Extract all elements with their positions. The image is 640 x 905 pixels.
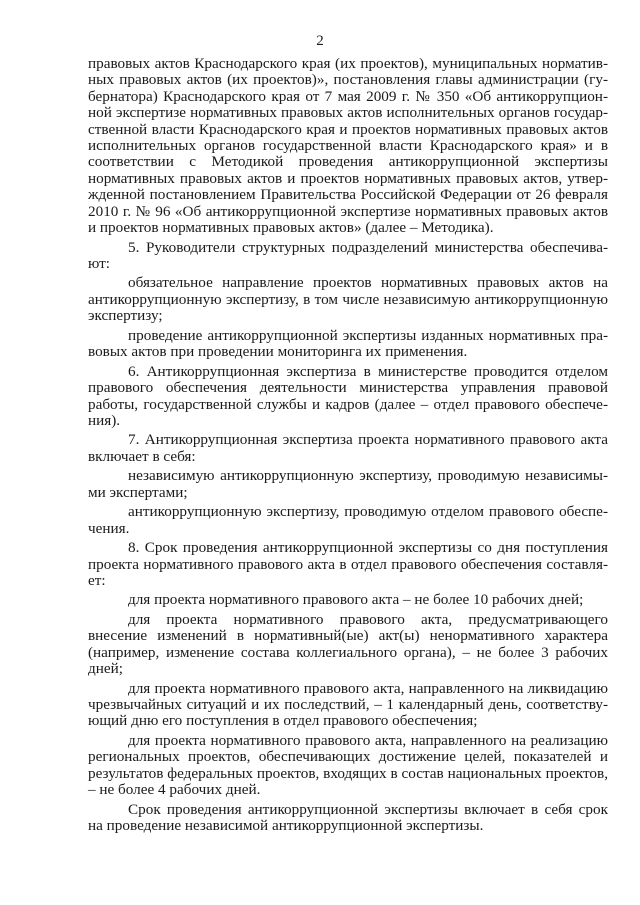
paragraph-clause-6: 6. Антикоррупционная экспертиза в министерстве проводится отделом правового обеспечения деятельности министерства управления правовой работы, государственной службы и кадров (далее – отдел правового обеспечения). xyxy=(88,362,608,429)
paragraph-clause-5-item-2: проведение антикоррупционной экспертизы изданных нормативных правовых актов при проведении мониторинга их применения. xyxy=(88,326,608,361)
paragraph-clause-8-item-2: для проекта нормативного правового акта, предусматривающего внесение изменений в нормативный(ые) акт(ы) ненормативного характера (например, изменение состава коллегиального органа), – не более 3 рабочих дней; xyxy=(88,610,608,678)
paragraph-clause-8: 8. Срок проведения антикоррупционной экспертизы со дня поступления проекта нормативного правового акта в отдел правового обеспечения составляет: xyxy=(88,539,608,589)
paragraph-clause-8-item-1: для проекта нормативного правового акта – не более 10 рабочих дней; xyxy=(128,591,584,609)
paragraph-clause-7: 7. Антикоррупционная экспертиза проекта нормативного правового акта включает в себя: xyxy=(88,431,608,465)
paragraph-clause-5-item-1: обязательное направление проектов нормативных правовых актов на антикоррупционную экспертизу, в том числе независимую антикоррупционную экспертизу; xyxy=(88,274,608,325)
paragraph-clause-5: 5. Руководители структурных подразделений министерства обеспечивают: xyxy=(88,238,608,272)
page-number: 2 xyxy=(316,33,324,49)
paragraph-clause-8-note: Срок проведения антикоррупционной экспертизы включает в себя срок на проведение независимой антикоррупционной экспертизы. xyxy=(88,800,608,835)
paragraph-clause-8-item-4: для проекта нормативного правового акта, направленного на реализацию региональных проектов, обеспечивающих достижение целей, показателей и результатов федеральных проектов, входящих в состав национальных проектов, – не более 4 рабочих дней. xyxy=(88,731,608,799)
paragraph-intro-continuation: правовых актов Краснодарского края (их проектов), муниципальных нормативных правовых актов (их проектов)», постановления главы администрации (губернатора) Краснодарского края от 7 мая 2009 г. № 350 «Об антикоррупционной экспертизе нормативных правовых актов исполнительных органов государственной власти Краснодарского края и проектов нормативных правовых актов исполнительных органов государственной власти Краснодарского края» и в соответствии с Методикой проведения антикоррупционной экспертизы нормативных правовых актов и проектов нормативных правовых актов, утвержденной постановлением Правительства Российской Федерации от 26 февраля 2010 г. № 96 «Об антикоррупционной экспертизе нормативных правовых актов и проектов нормативных правовых актов» (далее – Методика). xyxy=(88,55,608,237)
document-body xyxy=(88,56,608,835)
paragraph-clause-7-item-2: антикоррупционную экспертизу, проводимую отделом правового обеспечения. xyxy=(88,503,608,537)
paragraph-clause-8-item-3: для проекта нормативного правового акта, направленного на ликвидацию чрезвычайных ситуаций и их последствий, – 1 календарный день, соответствующий дню его поступления в отдел правового обеспечения; xyxy=(88,679,608,730)
paragraph-clause-7-item-1: независимую антикоррупционную экспертизу, проводимую независимыми экспертами; xyxy=(88,467,608,501)
